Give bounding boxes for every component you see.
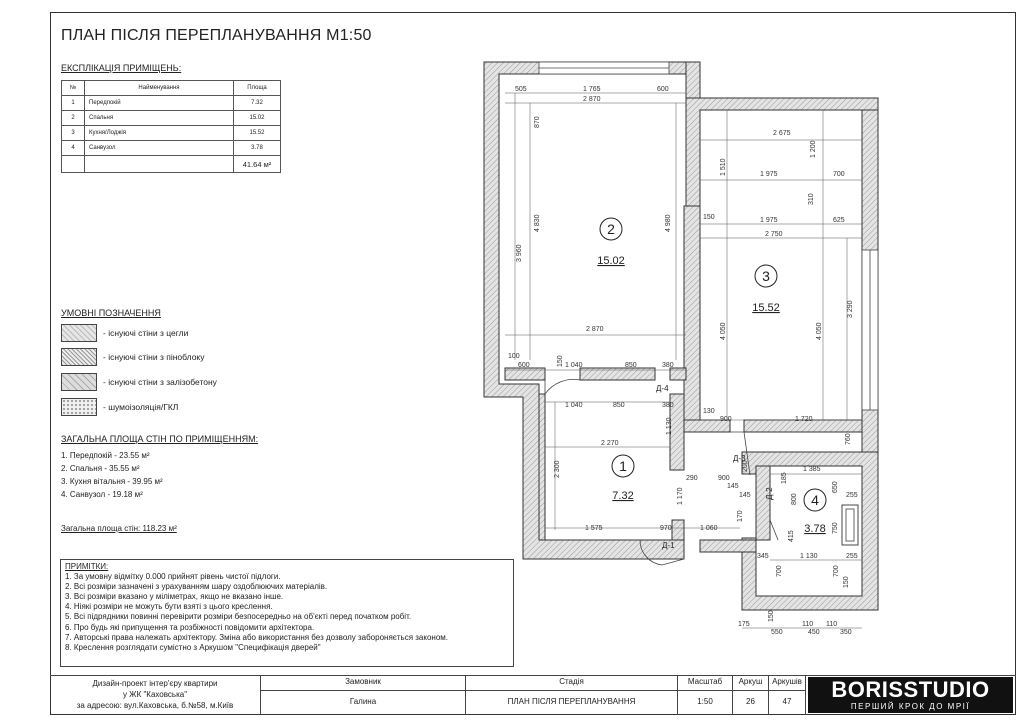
page-title: ПЛАН ПІСЛЯ ПЕРЕПЛАНУВАННЯ М1:50 — [61, 27, 372, 44]
dim-label: 800 — [791, 493, 798, 505]
room-2-area: 15.02 — [597, 255, 625, 267]
bathtub-inner-icon — [846, 509, 854, 541]
dim-label: 380 — [662, 402, 674, 409]
dim-label: 350 — [840, 629, 852, 636]
dim-label: 650 — [832, 481, 839, 493]
dim-label: 450 — [808, 629, 820, 636]
dim-label: 175 — [738, 621, 750, 628]
legend-item: - існуючі стіни з залізобетону — [61, 373, 321, 393]
dim-label: 2 870 — [583, 96, 601, 103]
dim-label: 255 — [846, 492, 858, 499]
dim-label: 1 170 — [677, 487, 684, 505]
room-3-area: 15.52 — [752, 302, 780, 314]
dim-label: 900 — [718, 475, 730, 482]
note-item: 7. Авторські права належать архітектору. Зміна або використання без дозволу забороняється законом. — [65, 632, 448, 642]
room-3-number: 3 — [762, 268, 770, 284]
dim-label: 200 — [742, 460, 749, 472]
dim-label: 1 720 — [795, 416, 813, 423]
dim-label: 760 — [845, 433, 852, 445]
col-area: Площа — [234, 81, 281, 96]
bathtub-icon — [842, 505, 858, 545]
dim-label: 700 — [776, 565, 783, 577]
legend-item: - шумоізоляція/ГКЛ — [61, 398, 321, 418]
dim-label: 1 975 — [760, 171, 778, 178]
dim-label: 2 870 — [586, 326, 604, 333]
row-name: Санвузол — [85, 141, 234, 156]
dim-label: 145 — [727, 483, 739, 490]
room-4-number: 4 — [811, 492, 819, 508]
scale-cell: Масштаб 1:50 — [677, 675, 732, 715]
row-name: Кухня/Лоджія — [85, 126, 234, 141]
dim-label: 900 — [720, 416, 732, 423]
wall-area-item: 4. Санвузол - 19.18 м² — [61, 490, 143, 499]
dim-label: 150 — [703, 214, 715, 221]
dim-label: 1 130 — [666, 417, 673, 435]
dim-label: 600 — [518, 362, 530, 369]
row-num: 2 — [62, 111, 85, 126]
notes-heading: ПРИМІТКИ: — [65, 562, 109, 571]
dim-label: 130 — [703, 408, 715, 415]
dim-label: 870 — [534, 116, 541, 128]
dim-label: 255 — [846, 553, 858, 560]
stage-cell: Стадія ПЛАН ПІСЛЯ ПЕРЕПЛАНУВАННЯ — [465, 675, 677, 715]
dim-label: 150 — [557, 355, 564, 367]
door-label: Д-4 — [656, 384, 669, 393]
project-address: Дизайн-проект інтер'єру квартири у ЖК "Каховська" за адресою: вул.Каховська, б.№58, м.Київ — [76, 679, 234, 710]
dim-label: 185 — [781, 472, 788, 484]
dim-label: 110 — [826, 621, 838, 628]
row-area: 3.78 — [234, 141, 281, 156]
dim-label: 1 975 — [760, 217, 778, 224]
customer-name: Галина — [349, 697, 377, 706]
note-item: 6. Про будь які припущення та розбіжності повідомити архітектора. — [65, 622, 315, 632]
note-item: 2. Всі розміри зазначені з урахуванням шару оздоблюючих матеріалів. — [65, 582, 328, 592]
dim-label: 600 — [657, 86, 669, 93]
row-area: 15.02 — [234, 111, 281, 126]
sheets-value: 47 — [782, 697, 792, 706]
note-item: 4. Ніякі розміри не можуть бути взяті з цього креслення. — [65, 602, 273, 612]
dim-label: 3 290 — [847, 300, 854, 318]
dim-label: 970 — [660, 525, 672, 532]
dim-label: 1 130 — [800, 553, 818, 560]
dim-label: 850 — [613, 402, 625, 409]
stage-value: ПЛАН ПІСЛЯ ПЕРЕПЛАНУВАННЯ — [507, 697, 636, 706]
dim-label: 2 750 — [765, 231, 783, 238]
dim-label: 4 050 — [816, 322, 823, 340]
col-num: № — [62, 81, 85, 96]
dim-label: 505 — [515, 86, 527, 93]
row-num: 3 — [62, 126, 85, 141]
dim-label: 150 — [768, 610, 775, 622]
dim-label: 1 575 — [585, 525, 603, 532]
customer-cell: Замовник Галина — [260, 675, 465, 715]
dim-label: 110 — [802, 621, 814, 628]
legend-item: - існуючі стіни з цегли — [61, 324, 321, 344]
dim-label: 550 — [771, 629, 783, 636]
dim-label: 345 — [757, 553, 769, 560]
dim-label: 380 — [662, 362, 674, 369]
wall-area-heading: ЗАГАЛЬНА ПЛОЩА СТІН ПО ПРИМІЩЕННЯМ: — [61, 434, 259, 444]
dim-label: 1 510 — [720, 158, 727, 176]
dim-label: 700 — [833, 565, 840, 577]
row-area: 15.52 — [234, 126, 281, 141]
door-label: Д-2 — [765, 487, 774, 500]
dim-label: 4 980 — [665, 214, 672, 232]
wall-area-total: Загальна площа стін: 118.23 м² — [61, 524, 177, 533]
wall-area-item: 3. Кухня вітальня - 39.95 м² — [61, 477, 163, 486]
note-item: 1. За умовну відмітку 0.000 прийнят рівень чистої підлоги. — [65, 572, 281, 582]
dim-label: 1 040 — [565, 362, 583, 369]
dim-label: 3 960 — [516, 244, 523, 262]
dim-label: 1 200 — [810, 140, 817, 158]
dim-label: 2 300 — [554, 460, 561, 478]
studio-logo: BORISSTUDIO ПЕРШИЙ КРОК ДО МРІЇ — [808, 677, 1013, 713]
note-item: 5. Всі підрядники повинні перевірити розміри безпосередньо на об'єкті перед початком робіт. — [65, 612, 412, 622]
row-num: 1 — [62, 96, 85, 111]
scale-value: 1:50 — [697, 697, 713, 706]
dim-label: 700 — [833, 171, 845, 178]
room-2-number: 2 — [607, 221, 615, 237]
dim-label: 850 — [625, 362, 637, 369]
dim-label: 750 — [832, 522, 839, 534]
note-item: 3. Всі розміри вказано у міліметрах, якщо не вказано інше. — [65, 592, 284, 602]
total-area: 41.64 м² — [234, 156, 281, 173]
row-name: Спальня — [85, 111, 234, 126]
dim-label: 170 — [737, 510, 744, 522]
col-name: Найменування — [85, 81, 234, 96]
explication-heading: ЕКСПЛІКАЦІЯ ПРИМІЩЕНЬ: — [61, 63, 182, 73]
legend-heading: УМОВНІ ПОЗНАЧЕННЯ — [61, 308, 161, 318]
dim-label: 2 675 — [773, 130, 791, 137]
dim-label: 2 270 — [601, 440, 619, 447]
dim-label: 415 — [788, 530, 795, 542]
dim-label: 100 — [508, 353, 520, 360]
dim-label: 1 060 — [700, 525, 718, 532]
dim-label: 4 830 — [534, 214, 541, 232]
sheet-value: 26 — [746, 697, 755, 706]
legend-item: - існуючі стіни з піноблоку — [61, 348, 321, 368]
sheets-cell: Аркушів 47 — [768, 675, 806, 715]
room-4-area: 3.78 — [804, 523, 826, 535]
dim-label: 1 765 — [583, 86, 601, 93]
room-1-area: 7.32 — [612, 490, 634, 502]
room-1-number: 1 — [619, 458, 627, 474]
door-label: Д-3 — [733, 454, 746, 463]
dim-label: 1 040 — [565, 402, 583, 409]
dim-label: 4 050 — [720, 322, 727, 340]
sheet-cell: Аркуш 26 — [732, 675, 768, 715]
row-name: Передпокій — [85, 96, 234, 111]
dim-label: 625 — [833, 217, 845, 224]
dim-label: 145 — [739, 492, 751, 499]
note-item: 8. Креслення розглядати сумістно з Аркушом "Специфікація дверей" — [65, 642, 321, 652]
dim-label: 1 385 — [803, 466, 821, 473]
dim-label: 310 — [808, 193, 815, 205]
dim-label: 290 — [686, 475, 698, 482]
row-area: 7.32 — [234, 96, 281, 111]
wall-area-item: 2. Спальня - 35.55 м² — [61, 464, 140, 473]
wall-area-item: 1. Передпокій - 23.55 м² — [61, 451, 150, 460]
door-label: Д-1 — [662, 541, 675, 550]
windows — [539, 62, 878, 410]
dim-label: 150 — [843, 576, 850, 588]
row-num: 4 — [62, 141, 85, 156]
